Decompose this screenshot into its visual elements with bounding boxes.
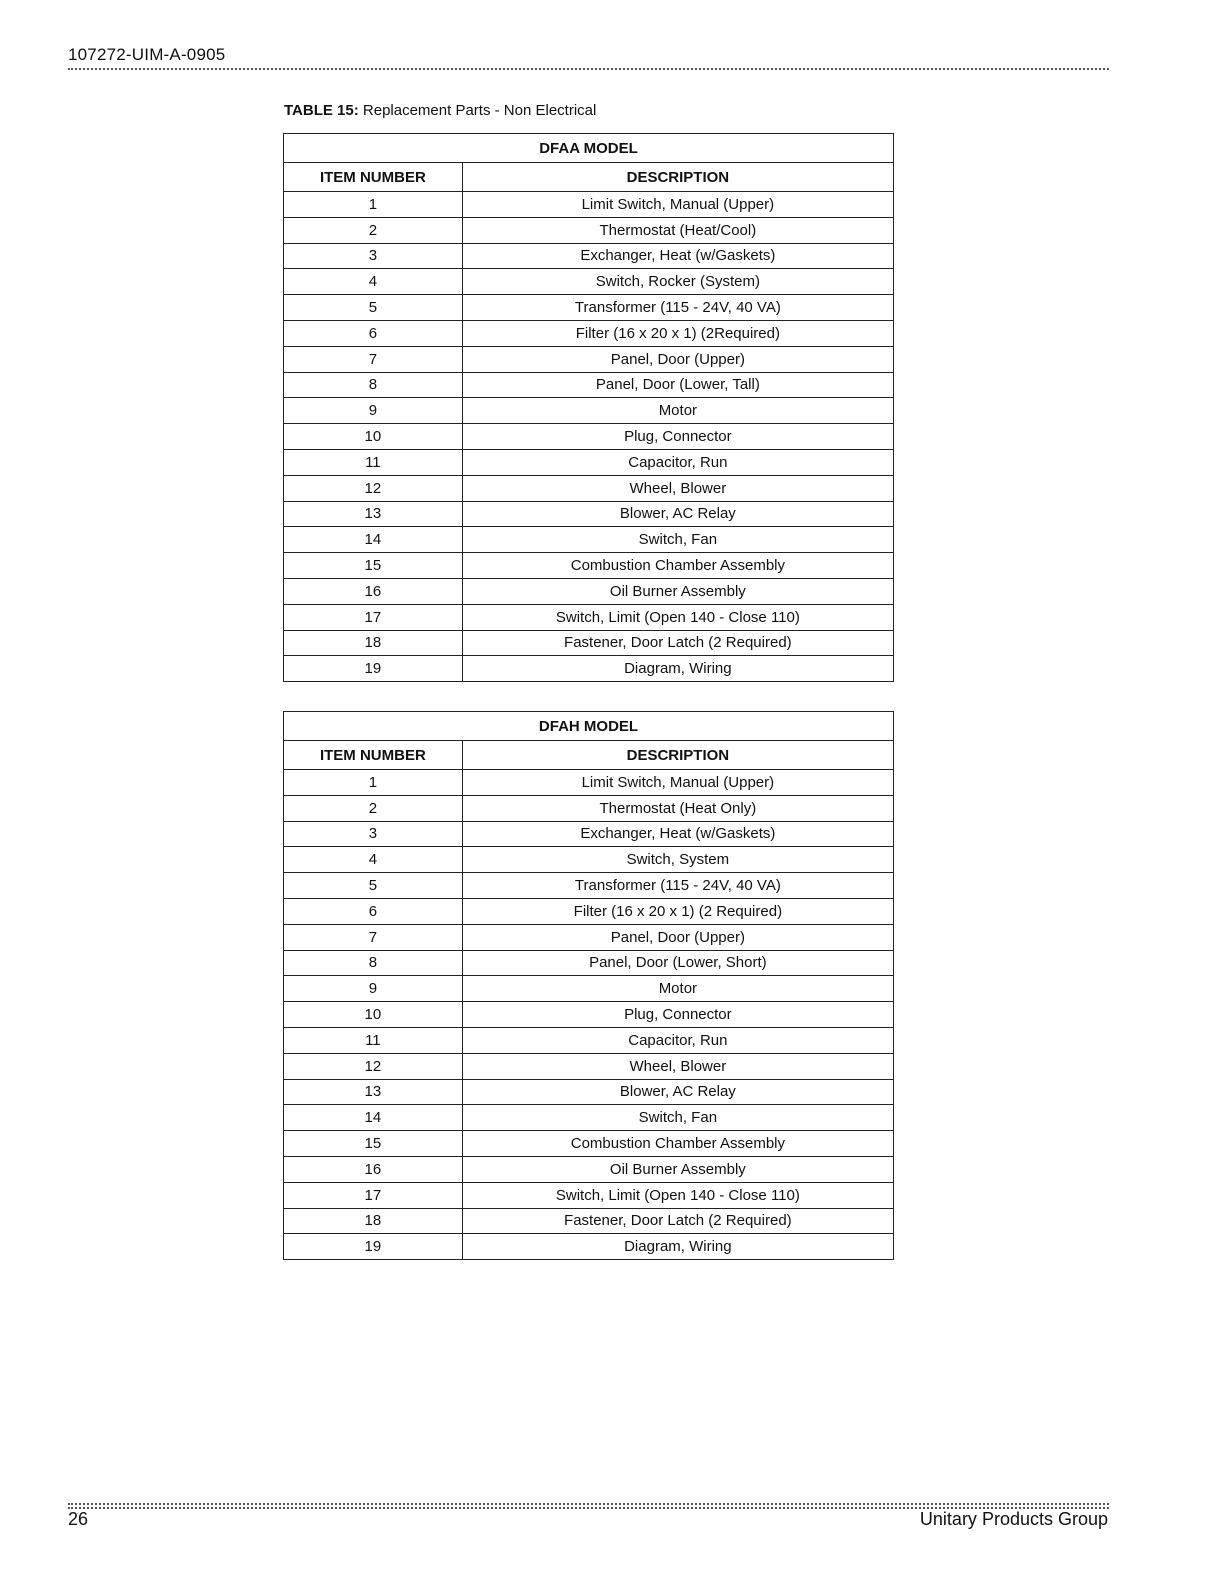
table-row	[284, 898, 894, 924]
table-caption-label: TABLE 15:	[284, 102, 359, 119]
footer-rule	[68, 1503, 1109, 1505]
table-row	[284, 295, 894, 321]
table-row	[284, 372, 894, 398]
table-row	[284, 847, 894, 873]
item-number-cell: 1	[284, 192, 463, 218]
table-row	[284, 1002, 894, 1028]
item-number-cell: 16	[284, 1156, 463, 1182]
item-number-cell: 17	[284, 604, 463, 630]
description-cell: Limit Switch, Manual (Upper)	[462, 192, 893, 218]
table-row	[284, 1079, 894, 1105]
description-cell: Plug, Connector	[462, 1002, 893, 1028]
item-number-cell: 7	[284, 924, 463, 950]
item-number-cell: 11	[284, 1027, 463, 1053]
company-name: Unitary Products Group	[919, 1509, 1108, 1529]
description-cell: Exchanger, Heat (w/Gaskets)	[462, 821, 893, 847]
description-cell: Thermostat (Heat/Cool)	[462, 217, 893, 243]
description-cell: Panel, Door (Lower, Short)	[462, 950, 893, 976]
item-number-cell: 2	[284, 795, 463, 821]
item-number-cell: 8	[284, 372, 463, 398]
item-number-cell: 18	[284, 630, 463, 656]
table-row	[284, 1027, 894, 1053]
table-row	[284, 1182, 894, 1208]
description-cell: Oil Burner Assembly	[462, 1156, 893, 1182]
description-cell: Wheel, Blower	[462, 1053, 893, 1079]
description-cell: Diagram, Wiring	[462, 1234, 893, 1260]
description-cell: Combustion Chamber Assembly	[462, 1131, 893, 1157]
item-number-cell: 9	[284, 976, 463, 1002]
table-row	[284, 243, 894, 269]
item-number-cell: 19	[284, 1234, 463, 1260]
item-number-cell: 3	[284, 243, 463, 269]
description-cell: Plug, Connector	[462, 424, 893, 450]
table-row	[284, 924, 894, 950]
item-number-cell: 11	[284, 449, 463, 475]
item-number-cell: 10	[284, 1002, 463, 1028]
description-cell: Panel, Door (Upper)	[462, 346, 893, 372]
table-row	[284, 630, 894, 656]
description-cell: Filter (16 x 20 x 1) (2 Required)	[462, 898, 893, 924]
item-number-cell: 9	[284, 398, 463, 424]
table-title: DFAH MODEL	[284, 712, 894, 741]
description-cell: Fastener, Door Latch (2 Required)	[462, 630, 893, 656]
table-row	[284, 346, 894, 372]
table-row	[284, 1208, 894, 1234]
table-row	[284, 1156, 894, 1182]
table-row	[284, 873, 894, 899]
item-number-cell: 16	[284, 578, 463, 604]
description-cell: Filter (16 x 20 x 1) (2Required)	[462, 320, 893, 346]
table-row	[284, 553, 894, 579]
column-header-item-number: ITEM NUMBER	[284, 741, 463, 770]
table-row	[284, 475, 894, 501]
description-cell: Oil Burner Assembly	[462, 578, 893, 604]
description-cell: Panel, Door (Lower, Tall)	[462, 372, 893, 398]
table-row	[284, 424, 894, 450]
description-cell: Switch, System	[462, 847, 893, 873]
item-number-cell: 13	[284, 1079, 463, 1105]
description-cell: Switch, Fan	[462, 527, 893, 553]
item-number-cell: 4	[284, 269, 463, 295]
item-number-cell: 13	[284, 501, 463, 527]
table-row	[284, 449, 894, 475]
description-cell: Capacitor, Run	[462, 1027, 893, 1053]
column-header-description: DESCRIPTION	[462, 163, 893, 192]
description-cell: Wheel, Blower	[462, 475, 893, 501]
item-number-cell: 4	[284, 847, 463, 873]
table-row	[284, 976, 894, 1002]
item-number-cell: 15	[284, 553, 463, 579]
column-header-item-number: ITEM NUMBER	[284, 163, 463, 192]
table-title: DFAA MODEL	[284, 134, 894, 163]
item-number-cell: 6	[284, 320, 463, 346]
item-number-cell: 2	[284, 217, 463, 243]
description-cell: Switch, Limit (Open 140 - Close 110)	[462, 604, 893, 630]
table-row	[284, 501, 894, 527]
description-cell: Limit Switch, Manual (Upper)	[462, 770, 893, 796]
table-row	[284, 604, 894, 630]
table-row	[284, 1131, 894, 1157]
table-row	[284, 1234, 894, 1260]
table-row	[284, 217, 894, 243]
description-cell: Exchanger, Heat (w/Gaskets)	[462, 243, 893, 269]
description-cell: Combustion Chamber Assembly	[462, 553, 893, 579]
description-cell: Switch, Limit (Open 140 - Close 110)	[462, 1182, 893, 1208]
description-cell: Blower, AC Relay	[462, 1079, 893, 1105]
dfah-parts-table	[283, 711, 894, 1260]
item-number-cell: 17	[284, 1182, 463, 1208]
item-number-cell: 7	[284, 346, 463, 372]
item-number-cell: 1	[284, 770, 463, 796]
table-row	[284, 656, 894, 682]
item-number-cell: 15	[284, 1131, 463, 1157]
table-row	[284, 320, 894, 346]
header-rule	[68, 68, 1109, 70]
item-number-cell: 12	[284, 1053, 463, 1079]
table-row	[284, 269, 894, 295]
description-cell: Diagram, Wiring	[462, 656, 893, 682]
description-cell: Transformer (115 - 24V, 40 VA)	[462, 295, 893, 321]
table-row	[284, 1053, 894, 1079]
description-cell: Thermostat (Heat Only)	[462, 795, 893, 821]
description-cell: Panel, Door (Upper)	[462, 924, 893, 950]
description-cell: Transformer (115 - 24V, 40 VA)	[462, 873, 893, 899]
table-row	[284, 821, 894, 847]
item-number-cell: 6	[284, 898, 463, 924]
table-row	[284, 578, 894, 604]
table-row	[284, 527, 894, 553]
description-cell: Blower, AC Relay	[462, 501, 893, 527]
item-number-cell: 14	[284, 527, 463, 553]
table-caption-text: Replacement Parts - Non Electrical	[358, 102, 597, 119]
item-number-cell: 12	[284, 475, 463, 501]
item-number-cell: 19	[284, 656, 463, 682]
table-row	[284, 795, 894, 821]
dfaa-parts-table	[283, 133, 894, 682]
item-number-cell: 3	[284, 821, 463, 847]
document-id: 107272-UIM-A-0905	[68, 45, 226, 64]
description-cell: Fastener, Door Latch (2 Required)	[462, 1208, 893, 1234]
table-row	[284, 398, 894, 424]
table-row	[284, 950, 894, 976]
description-cell: Capacitor, Run	[462, 449, 893, 475]
item-number-cell: 10	[284, 424, 463, 450]
item-number-cell: 5	[284, 873, 463, 899]
column-header-description: DESCRIPTION	[462, 741, 893, 770]
table-caption	[284, 102, 596, 119]
item-number-cell: 14	[284, 1105, 463, 1131]
item-number-cell: 18	[284, 1208, 463, 1234]
item-number-cell: 5	[284, 295, 463, 321]
table-row	[284, 1105, 894, 1131]
table-row	[284, 192, 894, 218]
description-cell: Switch, Rocker (System)	[462, 269, 893, 295]
table-row	[284, 770, 894, 796]
description-cell: Motor	[462, 398, 893, 424]
page-number: 26	[68, 1509, 89, 1529]
item-number-cell: 8	[284, 950, 463, 976]
description-cell: Motor	[462, 976, 893, 1002]
description-cell: Switch, Fan	[462, 1105, 893, 1131]
